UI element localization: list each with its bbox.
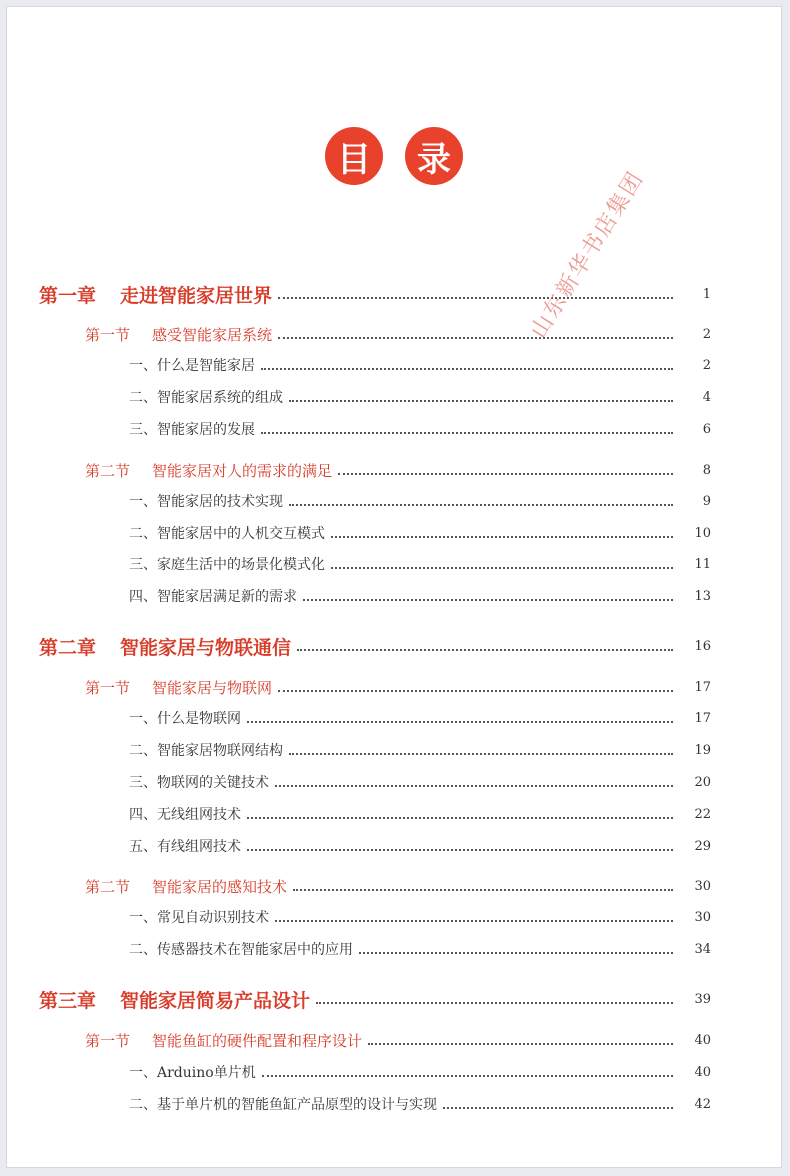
dot-leader: [359, 952, 673, 954]
toc-section-row: [7, 320, 781, 348]
toc-page-number: 40: [694, 1032, 711, 1048]
toc-page-number: 29: [694, 838, 711, 854]
toc-item-row: [7, 800, 781, 828]
dot-leader: [247, 849, 673, 851]
dot-leader: [293, 889, 673, 891]
toc-item-label: [129, 586, 297, 606]
toc-section-text: 智能家居与物联网: [152, 678, 273, 697]
toc-item-row: [7, 550, 781, 578]
toc-chapter-number: 第三章: [39, 989, 97, 1012]
toc-page-number: 34: [694, 941, 711, 957]
toc-item-label: [129, 554, 325, 574]
toc-section-label: [85, 677, 272, 698]
toc-chapter-text: 走进智能家居世界: [120, 284, 273, 307]
toc-page-number: 30: [694, 878, 711, 894]
dot-leader: [297, 649, 673, 651]
toc-item-row: [7, 1090, 781, 1118]
toc-chapter-number: 第一章: [39, 284, 97, 307]
dot-leader: [278, 337, 673, 339]
toc-item-row: [7, 519, 781, 547]
toc-item-label: [129, 419, 255, 439]
dot-leader: [289, 400, 673, 402]
toc-item-row: [7, 351, 781, 379]
toc-section-text: 感受智能家居系统: [152, 325, 273, 344]
table-of-contents: [7, 7, 781, 1167]
toc-section-row: [7, 872, 781, 900]
toc-chapter-label: [39, 633, 291, 660]
dot-leader: [331, 567, 673, 569]
toc-item-label: [129, 772, 269, 792]
dot-leader: [278, 690, 673, 692]
toc-item-text: 二、智能家居系统的组成: [129, 390, 283, 406]
toc-item-label: [129, 939, 353, 959]
toc-chapter-label: [39, 281, 272, 308]
dot-leader: [275, 920, 673, 922]
toc-section-number: 第一节: [85, 1031, 131, 1050]
toc-section-number: 第二节: [85, 461, 131, 480]
toc-section-label: [85, 876, 287, 897]
toc-item-text: 二、智能家居中的人机交互模式: [129, 526, 325, 542]
toc-item-row: [7, 736, 781, 764]
toc-chapter-number: 第二章: [39, 636, 97, 659]
toc-page-number: 1: [702, 286, 711, 302]
dot-leader: [247, 721, 673, 723]
toc-item-text: 三、家庭生活中的场景化模式化: [129, 557, 325, 573]
toc-item-row: [7, 903, 781, 931]
toc-item-text: 一、Arduino单片机: [129, 1065, 256, 1081]
toc-item-text: 一、什么是智能家居: [129, 358, 255, 374]
toc-item-label: [129, 836, 241, 856]
toc-item-text: 二、智能家居物联网结构: [129, 743, 283, 759]
toc-item-text: 一、常见自动识别技术: [129, 910, 269, 926]
toc-section-row: [7, 673, 781, 701]
dot-leader: [303, 599, 673, 601]
toc-page-number: 42: [694, 1096, 711, 1112]
dot-leader: [289, 504, 673, 506]
toc-page-number: 13: [694, 588, 711, 604]
toc-item-text: 二、传感器技术在智能家居中的应用: [129, 942, 353, 958]
toc-item-row: [7, 768, 781, 796]
toc-section-label: [85, 1030, 362, 1051]
toc-chapter-text: 智能家居简易产品设计: [120, 989, 311, 1012]
toc-page-number: 39: [694, 991, 711, 1007]
title-char-2: 录: [405, 127, 463, 185]
dot-leader: [262, 1075, 673, 1077]
dot-leader: [316, 1002, 673, 1004]
toc-item-label: [129, 387, 283, 407]
toc-page-number: 11: [694, 556, 711, 572]
toc-item-text: 三、智能家居的发展: [129, 422, 255, 438]
toc-item-text: 一、智能家居的技术实现: [129, 494, 283, 510]
dot-leader: [331, 536, 673, 538]
toc-item-label: [129, 804, 241, 824]
toc-item-text: 三、物联网的关键技术: [129, 775, 269, 791]
toc-page-number: 17: [694, 679, 711, 695]
toc-item-text: 一、什么是物联网: [129, 711, 241, 727]
toc-section-number: 第二节: [85, 877, 131, 896]
toc-item-row: [7, 935, 781, 963]
toc-item-label: [129, 523, 325, 543]
toc-chapter-text: 智能家居与物联通信: [120, 636, 292, 659]
toc-item-row: [7, 582, 781, 610]
toc-section-text: 智能家居对人的需求的满足: [152, 461, 333, 480]
toc-item-row: [7, 1058, 781, 1086]
toc-section-number: 第一节: [85, 678, 131, 697]
dot-leader: [247, 817, 673, 819]
toc-page-number: 8: [702, 462, 711, 478]
toc-page-number: 4: [702, 389, 711, 405]
title-char-1: 目: [325, 127, 383, 185]
dot-leader: [275, 785, 673, 787]
toc-item-text: 五、有线组网技术: [129, 839, 241, 855]
toc-item-label: [129, 708, 241, 728]
toc-item-row: [7, 383, 781, 411]
toc-page-number: 17: [694, 710, 711, 726]
toc-chapter-label: [39, 986, 310, 1013]
dot-leader: [261, 432, 673, 434]
dot-leader: [278, 297, 673, 299]
dot-leader: [289, 753, 673, 755]
dot-leader: [443, 1107, 673, 1109]
toc-page-number: 2: [702, 326, 711, 342]
toc-item-label: [129, 355, 255, 375]
toc-page-number: 19: [694, 742, 711, 758]
toc-chapter-row: [7, 985, 781, 1013]
toc-item-row: [7, 704, 781, 732]
toc-item-row: [7, 415, 781, 443]
toc-section-row: [7, 456, 781, 484]
toc-item-text: 四、智能家居满足新的需求: [129, 589, 297, 605]
toc-item-text: 二、基于单片机的智能鱼缸产品原型的设计与实现: [129, 1097, 437, 1113]
toc-item-label: [129, 491, 283, 511]
toc-section-text: 智能鱼缸的硬件配置和程序设计: [152, 1031, 363, 1050]
toc-page-number: 22: [694, 806, 711, 822]
toc-page-number: 30: [694, 909, 711, 925]
toc-section-label: [85, 324, 272, 345]
dot-leader: [261, 368, 673, 370]
toc-chapter-row: [7, 632, 781, 660]
toc-page-number: 2: [702, 357, 711, 373]
dot-leader: [338, 473, 673, 475]
toc-item-row: [7, 832, 781, 860]
watermark-stamp: 山东新华书店集团: [526, 166, 650, 343]
toc-section-text: 智能家居的感知技术: [152, 877, 288, 896]
toc-item-label: [129, 1062, 256, 1082]
toc-page-number: 20: [694, 774, 711, 790]
toc-item-label: [129, 907, 269, 927]
toc-page-number: 40: [694, 1064, 711, 1080]
toc-chapter-row: [7, 280, 781, 308]
toc-page-number: 10: [694, 525, 711, 541]
toc-section-row: [7, 1026, 781, 1054]
toc-page-number: 16: [694, 638, 711, 654]
toc-page-number: 6: [702, 421, 711, 437]
toc-item-text: 四、无线组网技术: [129, 807, 241, 823]
toc-section-label: [85, 460, 332, 481]
document-page: [6, 6, 782, 1168]
dot-leader: [368, 1043, 673, 1045]
toc-item-label: [129, 740, 283, 760]
toc-page-number: 9: [702, 493, 711, 509]
toc-item-row: [7, 487, 781, 515]
toc-section-number: 第一节: [85, 325, 131, 344]
toc-item-label: [129, 1094, 437, 1114]
